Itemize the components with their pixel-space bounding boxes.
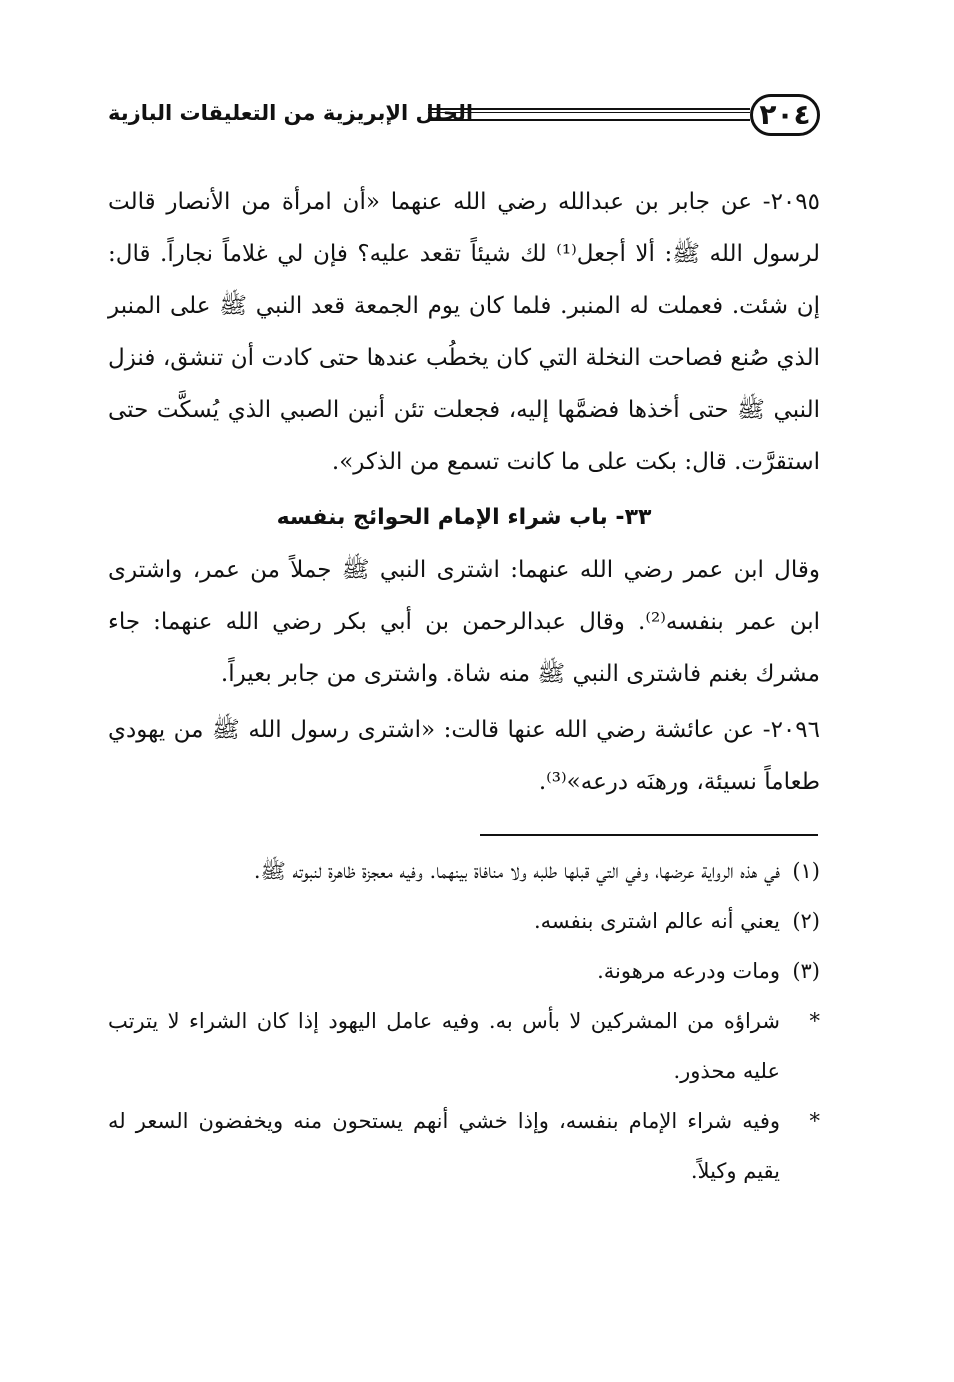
chapter-intro: وقال ابن عمر رضي الله عنهما: اشترى النبي ﷺ جملاً من عمر، واشترى ابن عمر بنفسه⁽²⁾. وقال عبدالرحمن بن أبي بكر رضي الله عنهما: جاء مشرك بغنم فاشترى النبي ﷺ منه شاة. واشترى من جابر بعيراً. <box>108 557 821 687</box>
footnote-text: ومات ودرعه مرهونة. <box>597 959 780 983</box>
hadith-2096: ٢٠٩٦- عن عائشة رضي الله عنها قالت: «اشترى رسول الله ﷺ من يهودي طعاماً نسيئة، ورهنَه درعه»⁽³⁾. <box>108 717 820 795</box>
footnote-marker: * <box>809 1009 820 1033</box>
footnote-text: وفيه شراء الإمام بنفسه، وإذا خشي أنهم يستحون منه ويخفضون السعر له يقيم وكيلاً. <box>108 1109 780 1183</box>
footnote-item <box>108 1096 820 1196</box>
footnote-separator <box>480 834 818 836</box>
running-title: الحلل الإبريزية من التعليقات البازية <box>108 101 474 125</box>
main-text <box>108 176 820 808</box>
footnote-text: شراؤه من المشركين لا بأس به. وفيه عامل اليهود إذا كان الشراء لا يترتب عليه محذور. <box>108 1009 780 1083</box>
footnote-text: في هذه الرواية عرضها، وفي التي قبلها طلبه ولا منافاة بينهما. وفيه معجزة ظاهرة لنبوته ﷺ. <box>253 859 780 883</box>
page-header <box>108 92 820 140</box>
footnote-text: يعني أنه عالم اشترى بنفسه. <box>533 909 780 933</box>
hadith-2095: ٢٠٩٥- عن جابر بن عبدالله رضي الله عنهما «أن امرأة من الأنصار قالت لرسول الله ﷺ: ألا أجعل⁽¹⁾ لك شيئاً تقعد عليه؟ فإن لي غلاماً نجاراً. قال: إن شئت. فعملت له المنبر. فلما كان يوم الجمعة قعد النبي ﷺ على المنبر الذي صُنع فصاحت النخلة التي كان يخطُب عندها حتى كادت أن تنشق، فنزل النبي ﷺ حتى أخذها فضمَّها إليه، فجعلت تئن أنين الصبي الذي يُسكَّت حتى استقرَّت. قال: بكت على ما كانت تسمع من الذكر». <box>108 189 820 475</box>
footnote-marker: (٣) <box>792 959 820 983</box>
header-rule <box>428 108 750 121</box>
footnote-marker: * <box>809 1109 820 1133</box>
page-number: ٢٠٤ <box>750 94 820 136</box>
footnote-item <box>108 846 820 896</box>
footnote-item <box>108 896 820 946</box>
footnote-item <box>108 946 820 996</box>
footnote-marker: (٢) <box>792 909 820 933</box>
footnote-marker: (١) <box>792 859 820 883</box>
chapter-heading: ٣٣- باب شراء الإمام الحوائج بنفسه <box>276 505 652 530</box>
footnotes <box>108 846 820 1196</box>
footnote-item <box>108 996 820 1096</box>
header-rule-inner <box>428 112 750 113</box>
